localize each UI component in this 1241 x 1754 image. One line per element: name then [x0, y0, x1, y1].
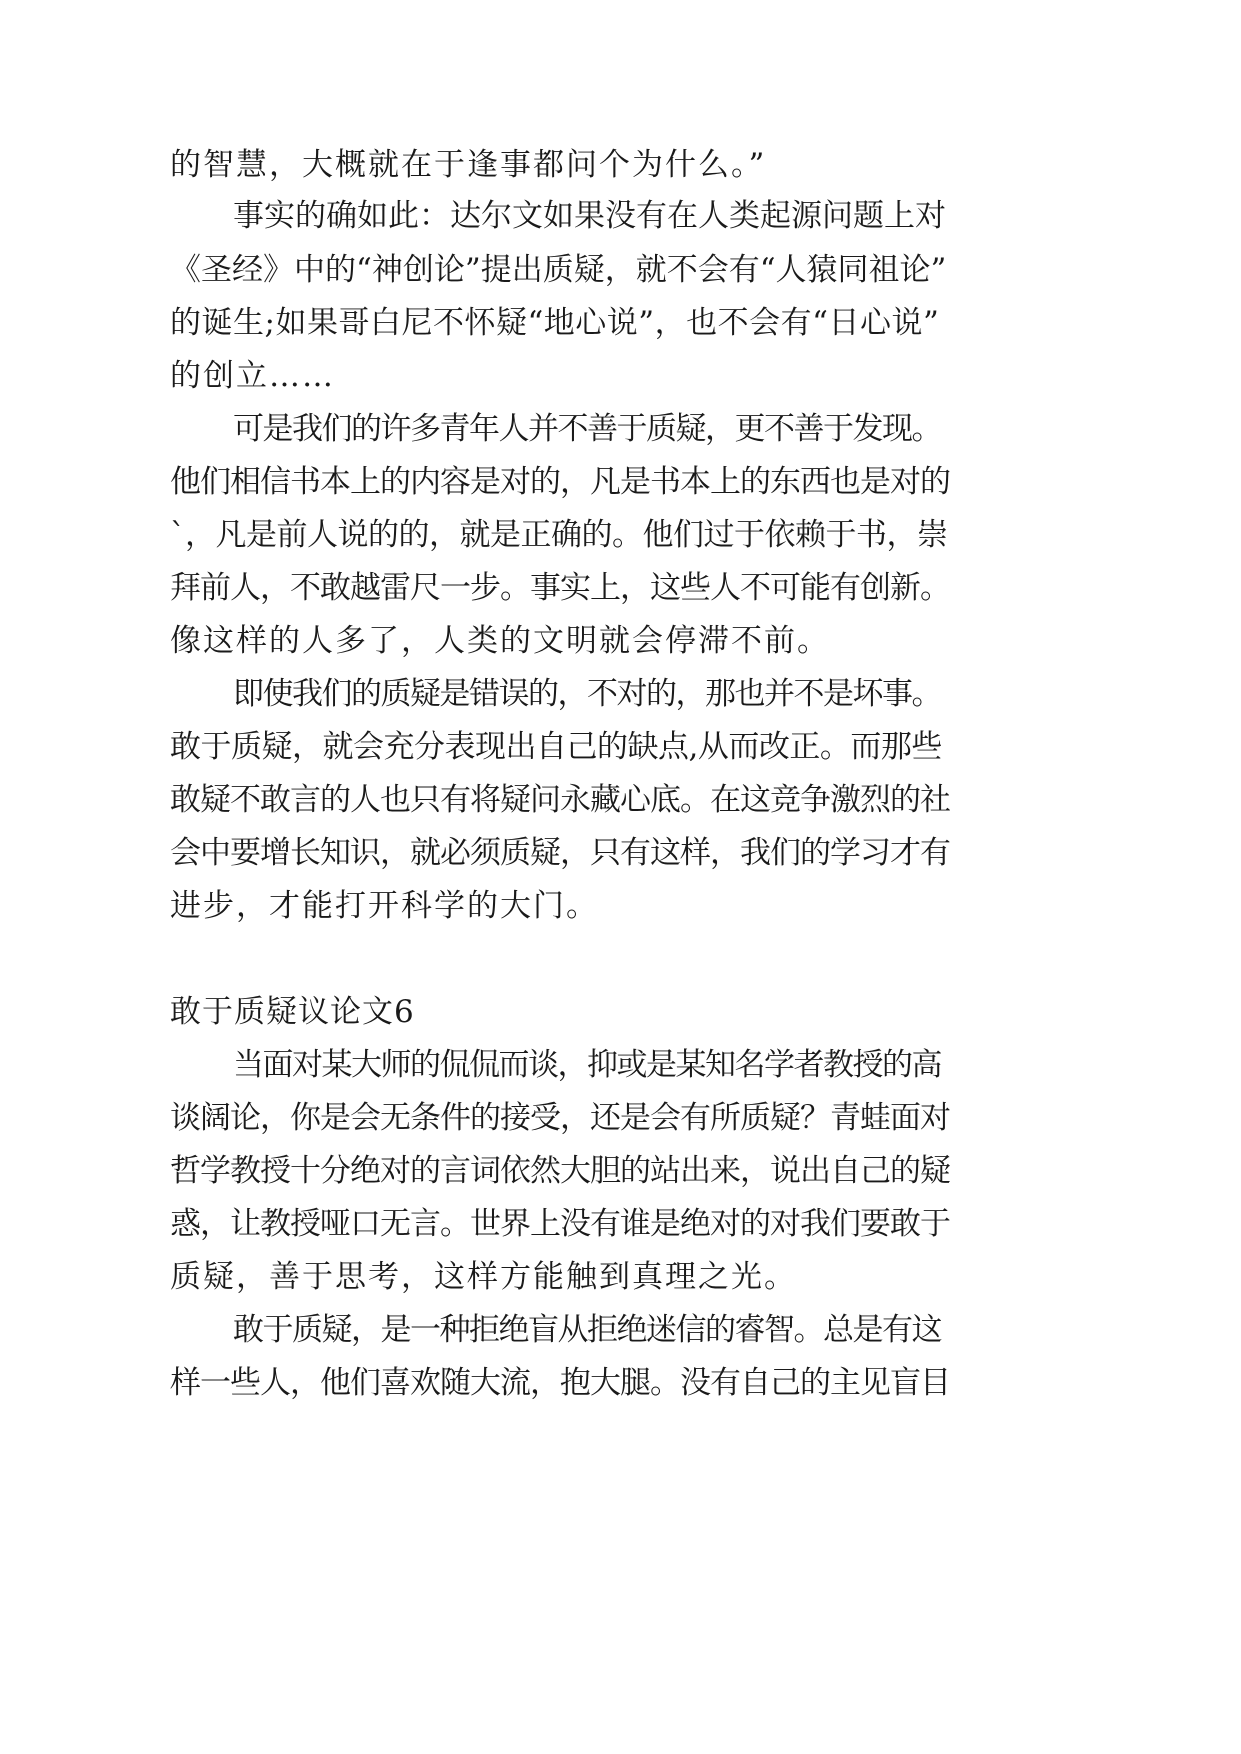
paragraph-first-line: 可是我们的许多青年人并不善于质疑，更不善于发现。	[233, 411, 941, 447]
text-line: 他们相信书本上的内容是对的，凡是书本上的东西也是对的	[170, 464, 950, 500]
text-line: 敢于质疑，就会充分表现出自己的缺点,从而改正。而那些	[170, 729, 942, 765]
paragraph-first-line: 当面对某大师的侃侃而谈，抑或是某知名学者教授的高	[233, 1047, 941, 1083]
section-heading: 敢于质疑议论文6	[170, 994, 415, 1030]
text-line: 惑，让教授哑口无言。世界上没有谁是绝对的对我们要敢于	[170, 1206, 950, 1242]
text-line: 《圣经》中的“神创论”提出质疑，就不会有“人猿同祖论”	[170, 252, 947, 288]
text-line: 拜前人，不敢越雷尺一步。事实上，这些人不可能有创新。	[170, 570, 950, 606]
text-line: 敢疑不敢言的人也只有将疑问永藏心底。在这竞争激烈的社	[170, 782, 950, 818]
text-line: 像这样的人多了，人类的文明就会停滞不前。	[170, 623, 830, 659]
paragraph-first-line: 即使我们的质疑是错误的，不对的，那也并不是坏事。	[233, 676, 941, 712]
text-line: 的诞生;如果哥白尼不怀疑“地心说”，也不会有“日心说”	[170, 305, 940, 341]
text-line: 样一些人，他们喜欢随大流，抱大腿。没有自己的主见盲目	[170, 1365, 950, 1401]
paragraph-first-line: 敢于质疑，是一种拒绝盲从拒绝迷信的睿智。总是有这	[233, 1312, 941, 1348]
text-line: 的创立……	[170, 358, 335, 394]
text-line: 进步，才能打开科学的大门。	[170, 888, 599, 924]
paragraph-first-line: 事实的确如此：达尔文如果没有在人类起源问题上对	[233, 198, 946, 234]
text-line: 谈阔论，你是会无条件的接受，还是会有所质疑？青蛙面对	[170, 1100, 950, 1136]
text-line: 的智慧，大概就在于逢事都问个为什么。”	[170, 147, 767, 183]
text-line: 会中要增长知识，就必须质疑，只有这样，我们的学习才有	[170, 835, 950, 871]
text-line: `，凡是前人说的的，就是正确的。他们过于依赖于书，崇	[170, 517, 948, 553]
text-line: 哲学教授十分绝对的言词依然大胆的站出来，说出自己的疑	[170, 1153, 950, 1189]
text-line: 质疑，善于思考，这样方能触到真理之光。	[170, 1259, 797, 1295]
